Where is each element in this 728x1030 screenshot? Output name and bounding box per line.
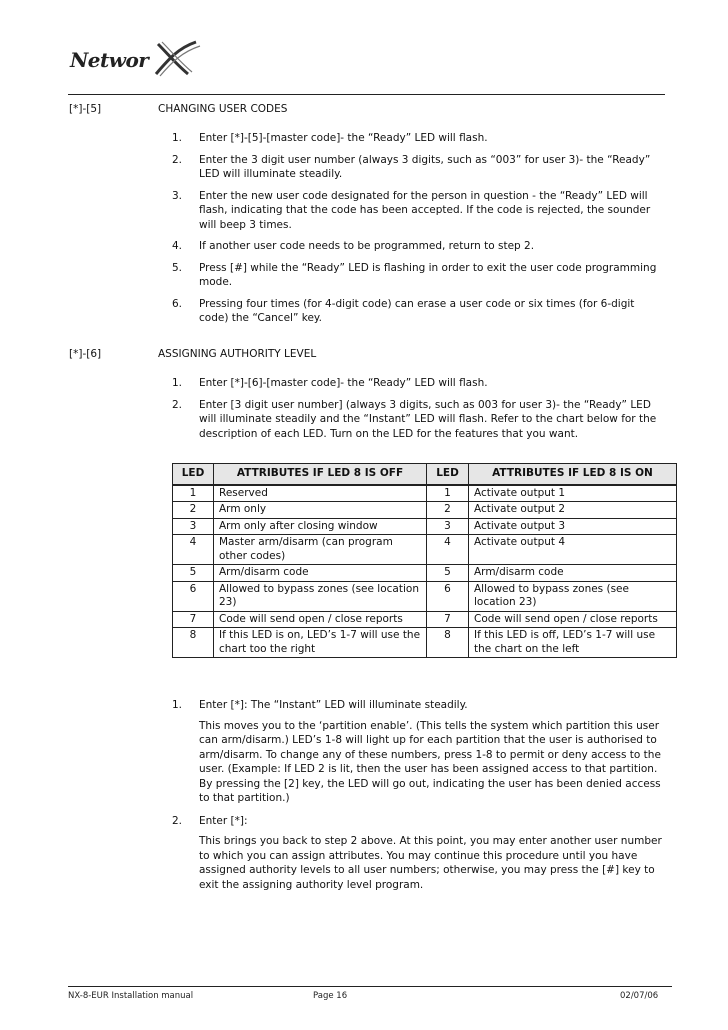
attribute-cell: Allowed to bypass zones (see location 23) <box>214 581 427 611</box>
attribute-cell: Arm/disarm code <box>214 565 427 582</box>
step-number: 2. <box>172 153 183 166</box>
step-number: 5. <box>172 261 183 274</box>
attribute-cell: If this LED is on, LED’s 1-7 will use the chart too the right <box>214 628 427 658</box>
attribute-cell: Reserved <box>214 485 427 502</box>
list-item <box>172 131 662 146</box>
attribute-cell: If this LED is off, LED’s 1-7 will use the chart on the left <box>469 628 677 658</box>
led-number-cell: 6 <box>427 581 469 611</box>
footer-rule <box>68 986 672 987</box>
table-row <box>173 628 677 658</box>
led-number-cell: 2 <box>173 502 214 519</box>
attribute-cell: Activate output 4 <box>469 535 677 565</box>
led-number-cell: 3 <box>427 518 469 535</box>
attribute-cell: Allowed to bypass zones (see location 23) <box>469 581 677 611</box>
list-item <box>172 239 662 254</box>
step-text: Enter the 3 digit user number (always 3 digits, such as “003” for user 3)- the “Ready” LED will illuminate steadily. <box>199 153 651 180</box>
list-item <box>172 297 662 326</box>
step-text: Enter [*]: <box>199 814 248 827</box>
list-item <box>172 376 662 391</box>
section-code: [*]-[5] <box>69 103 102 115</box>
column-header: ATTRIBUTES IF LED 8 IS OFF <box>214 464 427 485</box>
attribute-cell: Activate output 2 <box>469 502 677 519</box>
logo-wordmark: Networ <box>70 48 149 72</box>
table-row <box>173 535 677 565</box>
step-text: If another user code needs to be programmed, return to step 2. <box>199 240 535 252</box>
step-number: 4. <box>172 240 183 252</box>
step-detail: This moves you to the ‘partition enable’. (This tells the system which partition this user can arm/disarm.) LED’s 1-8 will light up for each partition that the user is authorised to arm/disarm. To change any of these numbers, press 1-8 to permit or deny access to the user. (Example: If LED 2 is lit, then the user has been assigned access to that partition. By pressing the [2] key, the LED will go out, indicating the user has been denied access to that partition.) <box>199 719 661 804</box>
table-header-row <box>173 464 677 485</box>
partition-steps <box>172 698 662 899</box>
list-item <box>172 261 662 290</box>
attribute-cell: Arm/disarm code <box>469 565 677 582</box>
section-code: [*]-[6] <box>69 348 102 360</box>
step-number: 2. <box>172 814 183 827</box>
list-item <box>172 814 662 893</box>
table-row <box>173 611 677 628</box>
step-text: Enter [*]-[6]-[master code]- the “Ready” LED will flash. <box>199 377 488 389</box>
led-number-cell: 1 <box>173 485 214 502</box>
attribute-cell: Master arm/disarm (can program other codes) <box>214 535 427 565</box>
step-number: 3. <box>172 189 183 202</box>
footer-manual-title: NX-8-EUR Installation manual <box>68 991 194 1001</box>
step-text: Pressing four times (for 4-digit code) can erase a user code or six times (for 6-digit code) the “Cancel” key. <box>199 297 635 324</box>
section-title: ASSIGNING AUTHORITY LEVEL <box>158 348 317 360</box>
column-header: ATTRIBUTES IF LED 8 IS ON <box>469 464 677 485</box>
attribute-cell: Code will send open / close reports <box>214 611 427 628</box>
logo-x-swoosh-icon <box>148 38 208 78</box>
attribute-cell: Activate output 1 <box>469 485 677 502</box>
section-title: CHANGING USER CODES <box>158 103 288 115</box>
led-number-cell: 2 <box>427 502 469 519</box>
step-number: 1. <box>172 377 183 389</box>
attribute-cell: Arm only <box>214 502 427 519</box>
led-number-cell: 1 <box>427 485 469 502</box>
step-text: Enter [3 digit user number] (always 3 digits, such as 003 for user 3)- the “Ready” LED will illuminate steadily and the “Instant” LED will flash. Refer to the chart below for the description of each LED. Turn on the LED for the features that you want. <box>199 398 657 440</box>
networx-logo <box>70 38 210 78</box>
step-text: Enter [*]: The “Instant” LED will illuminate steadily. <box>199 699 468 711</box>
list-item <box>172 698 662 806</box>
attribute-cell: Activate output 3 <box>469 518 677 535</box>
list-item <box>172 153 662 182</box>
led-number-cell: 7 <box>427 611 469 628</box>
led-number-cell: 7 <box>173 611 214 628</box>
table-row <box>173 485 677 502</box>
step-text: Enter the new user code designated for the person in question - the “Ready” LED will flash, indicating that the code has been accepted. If the code is rejected, the sounder will beep 3 times. <box>199 189 651 231</box>
table-row <box>173 581 677 611</box>
footer-date: 02/07/06 <box>620 991 659 1001</box>
step-number: 1. <box>172 699 183 711</box>
step-detail: This brings you back to step 2 above. At this point, you may enter another user number to which you can assign attributes. You may continue this procedure until you have assigned authority levels to all user numbers; otherwise, you may press the [#] key to exit the assigning authority level program. <box>199 835 662 891</box>
table-row <box>173 565 677 582</box>
list-item <box>172 189 662 233</box>
led-number-cell: 3 <box>173 518 214 535</box>
table-row <box>173 502 677 519</box>
attribute-cell: Code will send open / close reports <box>469 611 677 628</box>
led-number-cell: 4 <box>427 535 469 565</box>
led-number-cell: 8 <box>427 628 469 658</box>
authority-level-steps <box>172 376 662 448</box>
column-header: LED <box>427 464 469 485</box>
led-number-cell: 4 <box>173 535 214 565</box>
led-number-cell: 5 <box>427 565 469 582</box>
attribute-cell: Arm only after closing window <box>214 518 427 535</box>
list-item <box>172 398 662 442</box>
column-header: LED <box>173 464 214 485</box>
authority-attributes-table <box>172 463 677 658</box>
changing-user-codes-steps <box>172 131 662 333</box>
step-number: 2. <box>172 398 183 411</box>
led-number-cell: 5 <box>173 565 214 582</box>
table-row <box>173 518 677 535</box>
header-rule <box>68 94 665 95</box>
step-number: 1. <box>172 132 183 144</box>
led-number-cell: 8 <box>173 628 214 658</box>
step-text: Enter [*]-[5]-[master code]- the “Ready” LED will flash. <box>199 132 488 144</box>
led-number-cell: 6 <box>173 581 214 611</box>
footer-page-number: Page 16 <box>313 991 348 1001</box>
step-number: 6. <box>172 297 183 310</box>
step-text: Press [#] while the “Ready” LED is flashing in order to exit the user code programming mode. <box>199 261 657 288</box>
